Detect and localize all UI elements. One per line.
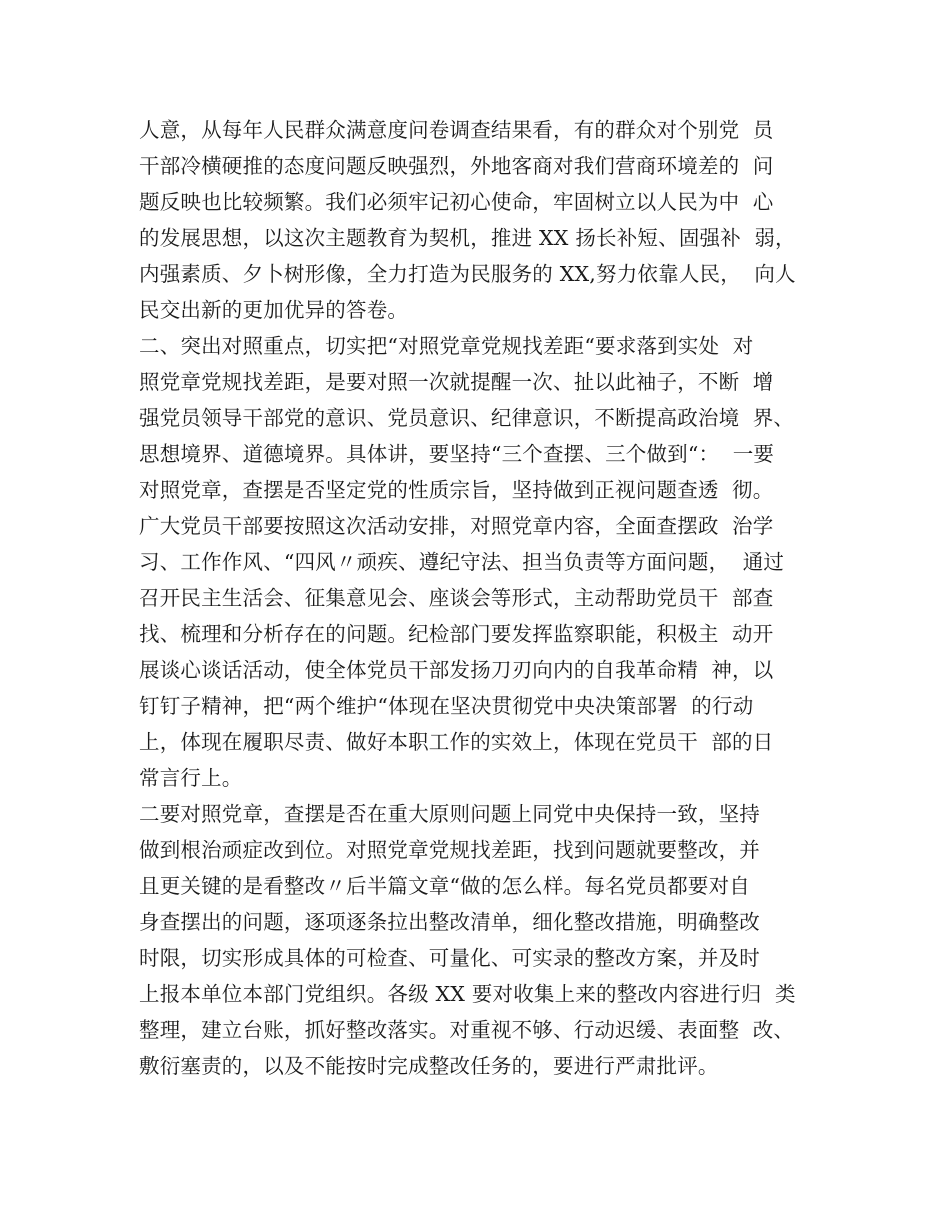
text-line: 强党员领导干部党的意识、党员意识、纪律意识，不断提高政治境 界、: [139, 406, 795, 430]
text-line: 展谈心谈话活动，使全体党员干部发扬刀刃向内的自我革命精 神，以: [139, 658, 774, 682]
text-line: 上，体现在履职尽责、做好本职工作的实效上，体现在党员干 部的日: [139, 730, 774, 754]
text-line: 身查摆出的问题，逐项逐条拉出整改清单，细化整改措施，明确整改: [139, 910, 760, 934]
text-line: 整理，建立台账，抓好整改落实。对重视不够、行动迟缓、表面整 改、: [139, 1018, 795, 1042]
text-line: 二要对照党章，查摆是否在重大原则问题上同党中央保持一致，坚持: [139, 802, 760, 826]
text-line: 找、梳理和分析存在的问题。纪检部门要发挥监察职能，积极主 动开: [139, 622, 774, 646]
section-heading-line: 二、突出对照重点，切实把“对照党章党规找差距“要求落到实处 对: [139, 334, 754, 358]
text-line: 广大党员干部要按照这次活动安排，对照党章内容，全面查摆政 治学: [139, 514, 774, 538]
text-line: 上报本单位本部门党组织。各级 XX 要对收集上来的整改内容进行归 类: [139, 982, 796, 1006]
text-line: 习、工作作风、“四风〃顽疾、遵纪守法、担当负责等方面问题， 通过: [139, 550, 785, 574]
text-line: 对照党章，查摆是否坚定党的性质宗旨，坚持做到正视问题查透 彻。: [139, 478, 774, 502]
text-line: 照党章党规找差距，是要对照一次就提醒一次、扯以此袖子，不断 增: [139, 370, 774, 394]
text-line: 题反映也比较频繁。我们必须牢记初心使命，牢固树立以人民为中 心: [139, 190, 774, 214]
text-line: 召开民主生活会、征集意见会、座谈会等形式，主动帮助党员干 部查: [139, 586, 774, 610]
text-line: 钉钉子精神，把“两个维护“体现在坚决贯彻党中央决策部署 的行动: [139, 694, 754, 718]
text-line: 时限，切实形成具体的可检查、可量化、可实录的整改方案，并及时: [139, 946, 760, 970]
text-line: 的发展思想，以这次主题教育为契机，推进 XX 扬长补短、固强补 弱，: [139, 226, 796, 250]
text-line: 常言行上。: [139, 766, 243, 790]
body-text: [139, 112, 839, 1084]
text-line: 做到根治顽症改到位。对照党章党规找差距，找到问题就要整改，并: [139, 838, 760, 862]
text-line: 思想境界、道德境界。具体讲，要坚持“三个查摆、三个做到“： 一要: [139, 442, 775, 466]
text-line: 人意，从每年人民群众满意度问卷调查结果看，有的群众对个别党 员: [139, 118, 774, 142]
text-line: 且更关键的是看整改〃后半篇文章“做的怎么样。每名党员都要对自: [139, 874, 750, 898]
text-line: 干部冷横硬推的态度问题反映强烈，外地客商对我们营商环境差的 问: [139, 154, 774, 178]
text-line: 内强素质、夕卜树形像，全力打造为民服务的 XX,努力依靠人民， 向人: [139, 262, 796, 286]
text-line: 民交出新的更加优异的答卷。: [139, 298, 409, 322]
text-line: 敷衍塞责的，以及不能按时完成整改任务的，要进行严肃批评。: [139, 1054, 719, 1078]
